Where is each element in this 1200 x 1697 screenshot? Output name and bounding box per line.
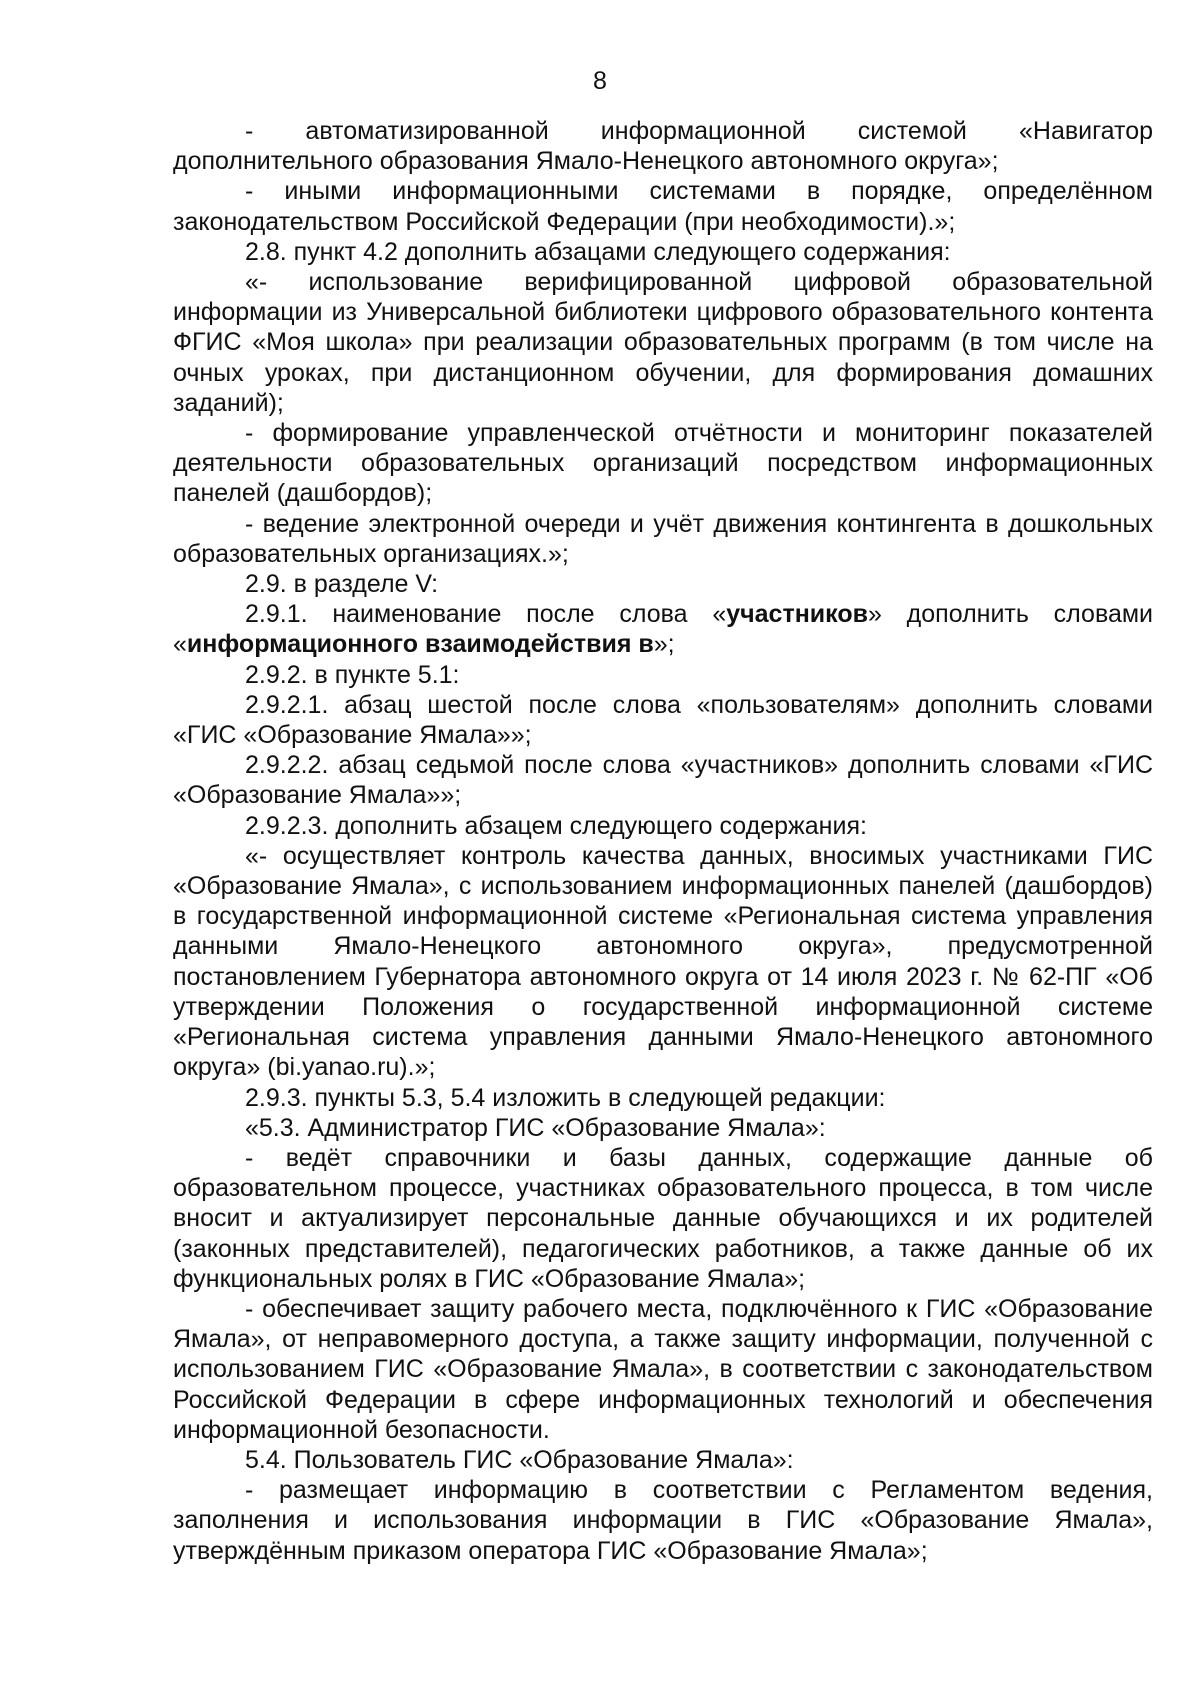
paragraph: - ведение электронной очереди и учёт движения контингента в дошкольных образовательных организациях.»; <box>173 509 1153 568</box>
paragraph <box>173 599 1153 659</box>
paragraph: 2.9.3. пункты 5.3, 5.4 изложить в следующей редакции: <box>245 1083 886 1112</box>
paragraph: - формирование управленческой отчётности и мониторинг показателей деятельности образовательных организаций посредством информационных панелей (дашбордов); <box>173 419 1153 508</box>
paragraph: - ведёт справочники и базы данных, содержащие данные об образовательном процессе, участниках образовательного процесса, в том числе вносит и актуализирует персональные данные обучающихся и их родителей (законных представителей), педагогических работников, а также данные об их функциональных ролях в ГИС «Образование Ямала»; <box>173 1143 1153 1293</box>
paragraph: - обеспечивает защиту рабочего места, подключённого к ГИС «Образование Ямала», от неправомерного доступа, а также защиту информации, полученной с использованием ГИС «Образование Ямала», в соответствии с законодательством Российской Федерации в сфере информационных технологий и обеспечения информационной безопасности. <box>173 1294 1153 1444</box>
paragraph: «- использование верифицированной цифровой образовательной информации из Универсальной библиотеки цифрового образовательного контента ФГИС «Моя школа» при реализации образовательных программ (в том числе на очных уроках, при дистанционном обучении, для формирования домашних заданий); <box>173 268 1153 417</box>
paragraph: 2.9. в разделе V: <box>245 570 439 599</box>
bold-text: участников <box>726 600 868 629</box>
paragraph: «- осуществляет контроль качества данных, вносимых участниками ГИС «Образование Ямала», с использованием информационных панелей (дашбордов) в государственной информационной системе «Региональная система управления данными Ямало-Ненецкого автономного округа», предусмотренной постановлением Губернатора автономного округа от 14 июля 2023 г. № 62-ПГ «Об утверждении Положения о государственной информационной системе «Региональная система управления данными Ямало-Ненецкого автономного округа» (bi.yanao.ru).»; <box>173 841 1153 1082</box>
paragraph: 2.9.2.2. абзац седьмой после слова «участников» дополнить словами «ГИС «Образование Ямала»»; <box>173 751 1153 810</box>
text-run: » дополнить словами « <box>173 600 1154 659</box>
paragraph: «5.3. Администратор ГИС «Образование Ямала»: <box>245 1113 826 1142</box>
paragraph: 2.9.2.1. абзац шестой после слова «пользователям» дополнить словами «ГИС «Образование Ямала»»; <box>173 690 1153 750</box>
document-body <box>173 116 1153 1566</box>
page-number: 8 <box>593 67 607 95</box>
paragraph: - автоматизированной информационной системой «Навигатор дополнительного образования Ямало-Ненецкого автономного округа»; <box>173 117 1153 176</box>
text-run: »; <box>653 630 675 659</box>
paragraph: - иными информационными системами в порядке, определённом законодательством Российской Федерации (при необходимости).»; <box>173 177 1153 236</box>
paragraph: 2.9.2.3. дополнить абзацем следующего содержания: <box>245 811 867 840</box>
paragraph: 5.4. Пользователь ГИС «Образование Ямала»: <box>245 1445 794 1474</box>
text-run: 2.9.1. наименование после слова « <box>245 600 727 629</box>
bold-text: информационного взаимодействия в <box>186 630 654 659</box>
paragraph: - размещает информацию в соответствии с Регламентом ведения, заполнения и использования информации в ГИС «Образование Ямала», утверждённым приказом оператора ГИС «Образование Ямала»; <box>173 1476 1153 1565</box>
paragraph: 2.9.2. в пункте 5.1: <box>245 660 460 689</box>
paragraph: 2.8. пункт 4.2 дополнить абзацами следующего содержания: <box>245 237 951 266</box>
